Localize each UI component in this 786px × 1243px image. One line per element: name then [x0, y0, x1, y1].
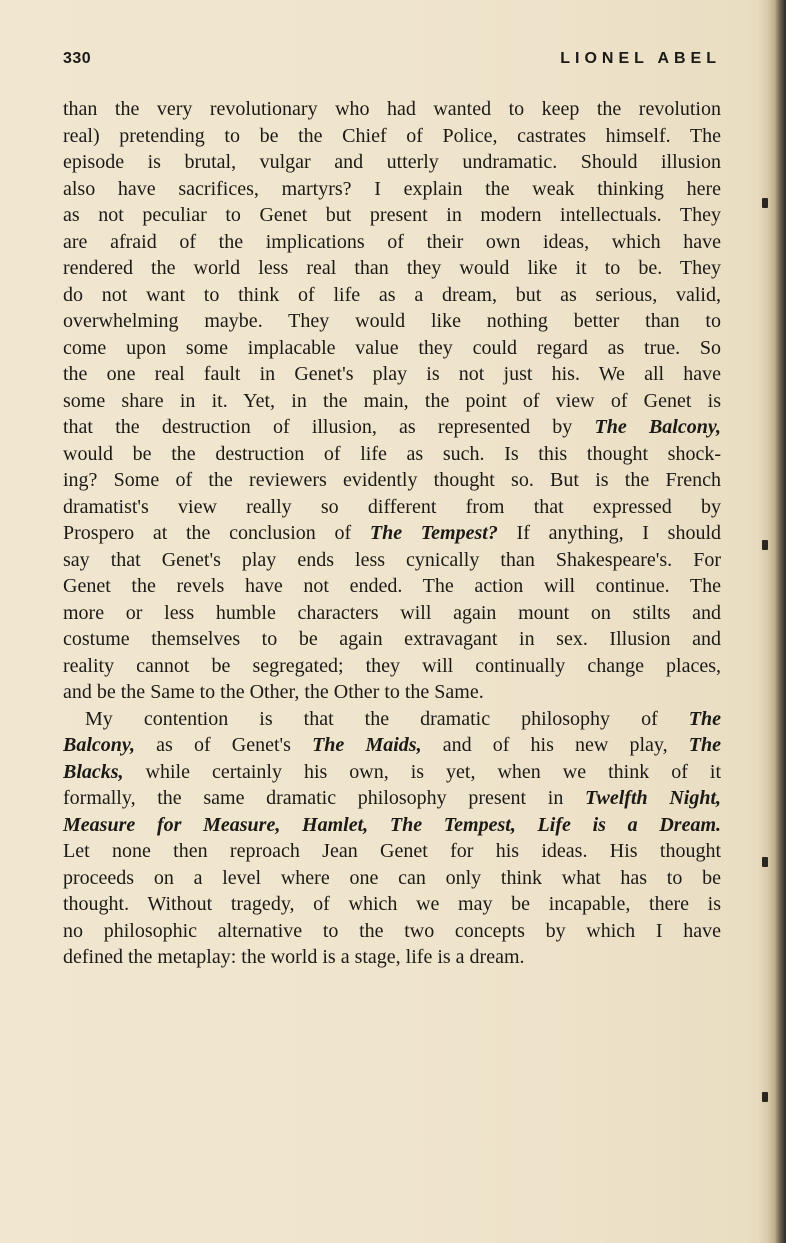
- text-line: [63, 838, 721, 865]
- text-segment: thought. Without tragedy, of which we may be incapable, there is: [63, 893, 721, 915]
- text-line: [63, 706, 721, 733]
- italic-title: The Tempest?: [369, 522, 498, 544]
- text-segment: overwhelming maybe. They would like nothing better than to: [63, 310, 721, 332]
- text-line: [63, 626, 721, 653]
- text-line: [63, 573, 721, 600]
- text-line: [63, 202, 721, 229]
- text-line: [63, 679, 721, 706]
- italic-title: Blacks,: [63, 760, 124, 783]
- text-line: [63, 149, 721, 176]
- text-line: [63, 123, 721, 150]
- text-segment: and be the Same to the Other, the Other to the Same.: [63, 681, 484, 703]
- text-line: [63, 255, 721, 282]
- text-line: [63, 494, 721, 521]
- text-segment: the one real fault in Genet's play is not just his. We all have: [63, 363, 721, 385]
- text-segment: would be the destruction of life as such. Is this thought shock-: [63, 442, 721, 465]
- text-line: [63, 308, 721, 335]
- text-segment: costume themselves to be again extravagant in sex. Illusion and: [63, 628, 721, 650]
- text-segment: My contention is that the dramatic philosophy of: [85, 707, 689, 730]
- italic-title: The: [688, 734, 721, 756]
- text-segment: as not peculiar to Genet but present in modern intellectuals. They: [63, 204, 721, 226]
- italic-title: Balcony,: [63, 734, 136, 756]
- text-segment: rendered the world less real than they would like it to be. They: [63, 257, 721, 279]
- text-segment: some share in it. Yet, in the main, the point of view of Genet is: [63, 389, 721, 412]
- text-line: [63, 96, 721, 123]
- text-line: [63, 732, 721, 759]
- page-header: [63, 50, 721, 76]
- text-line: [63, 229, 721, 256]
- text-segment: that the destruction of illusion, as represented by: [63, 416, 595, 438]
- text-line: [63, 467, 721, 494]
- text-segment: are afraid of the implications of their own ideas, which have: [63, 230, 721, 253]
- text-line: [63, 891, 721, 918]
- text-line: [63, 944, 721, 971]
- edge-mark: [762, 198, 768, 208]
- text-line: [63, 918, 721, 945]
- text-line: [63, 414, 721, 441]
- text-segment: formally, the same dramatic philosophy present in: [63, 787, 586, 809]
- text-segment: no philosophic alternative to the two concepts by which I have: [63, 919, 721, 942]
- text-line: [63, 600, 721, 627]
- page-binding-edge: [758, 0, 786, 1243]
- text-line: [63, 759, 721, 786]
- text-line: [63, 812, 721, 839]
- text-segment: more or less humble characters will again mount on stilts and: [63, 601, 721, 624]
- text-segment: as of Genet's: [135, 734, 313, 756]
- text-segment: reality cannot be segregated; they will continually change places,: [63, 654, 721, 677]
- text-line: [63, 361, 721, 388]
- edge-mark: [762, 857, 768, 867]
- text-segment: do not want to think of life as a dream, but as serious, valid,: [63, 283, 721, 306]
- italic-title: Twelfth Night,: [585, 787, 721, 809]
- text-segment: ing? Some of the reviewers evidently thought so. But is the French: [63, 469, 721, 491]
- text-line: [63, 547, 721, 574]
- italic-title: The Maids,: [312, 734, 422, 756]
- text-line: [63, 441, 721, 468]
- page-number: 330: [63, 50, 92, 67]
- text-segment: Genet the revels have not ended. The action will continue. The: [63, 575, 721, 597]
- text-line: [63, 520, 721, 547]
- text-segment: episode is brutal, vulgar and utterly undramatic. Should illusion: [63, 151, 721, 173]
- text-segment: If anything, I should: [497, 522, 722, 544]
- text-line: [63, 388, 721, 415]
- text-segment: Prospero at the conclusion of: [63, 522, 370, 544]
- text-segment: Let none then reproach Jean Genet for his ideas. His thought: [63, 840, 721, 862]
- text-segment: also have sacrifices, martyrs? I explain the weak thinking here: [63, 177, 721, 200]
- text-line: [63, 335, 721, 362]
- body-text: [63, 96, 721, 971]
- italic-title: Measure for Measure, Hamlet, The Tempest, Life is a Dream.: [63, 813, 721, 836]
- text-segment: defined the metaplay: the world is a stage, life is a dream.: [63, 946, 525, 968]
- text-segment: come upon some implacable value they could regard as true. So: [63, 336, 721, 359]
- text-segment: than the very revolutionary who had wanted to keep the revolution: [63, 98, 721, 120]
- text-segment: and of his new play,: [421, 734, 689, 756]
- running-head: LIONEL ABEL: [560, 50, 721, 67]
- text-line: [63, 282, 721, 309]
- italic-title: The Balcony,: [594, 416, 721, 438]
- text-line: [63, 653, 721, 680]
- edge-mark: [762, 1092, 768, 1102]
- text-segment: proceeds on a level where one can only think what has to be: [63, 866, 721, 889]
- text-line: [63, 865, 721, 892]
- text-line: [63, 176, 721, 203]
- edge-mark: [762, 540, 768, 550]
- text-line: [63, 785, 721, 812]
- text-segment: say that Genet's play ends less cynically than Shakespeare's. For: [63, 548, 721, 571]
- text-segment: real) pretending to be the Chief of Police, castrates himself. The: [63, 124, 721, 147]
- italic-title: The: [688, 707, 721, 730]
- text-segment: dramatist's view really so different from that expressed by: [63, 495, 721, 518]
- text-segment: while certainly his own, is yet, when we think of it: [123, 760, 721, 783]
